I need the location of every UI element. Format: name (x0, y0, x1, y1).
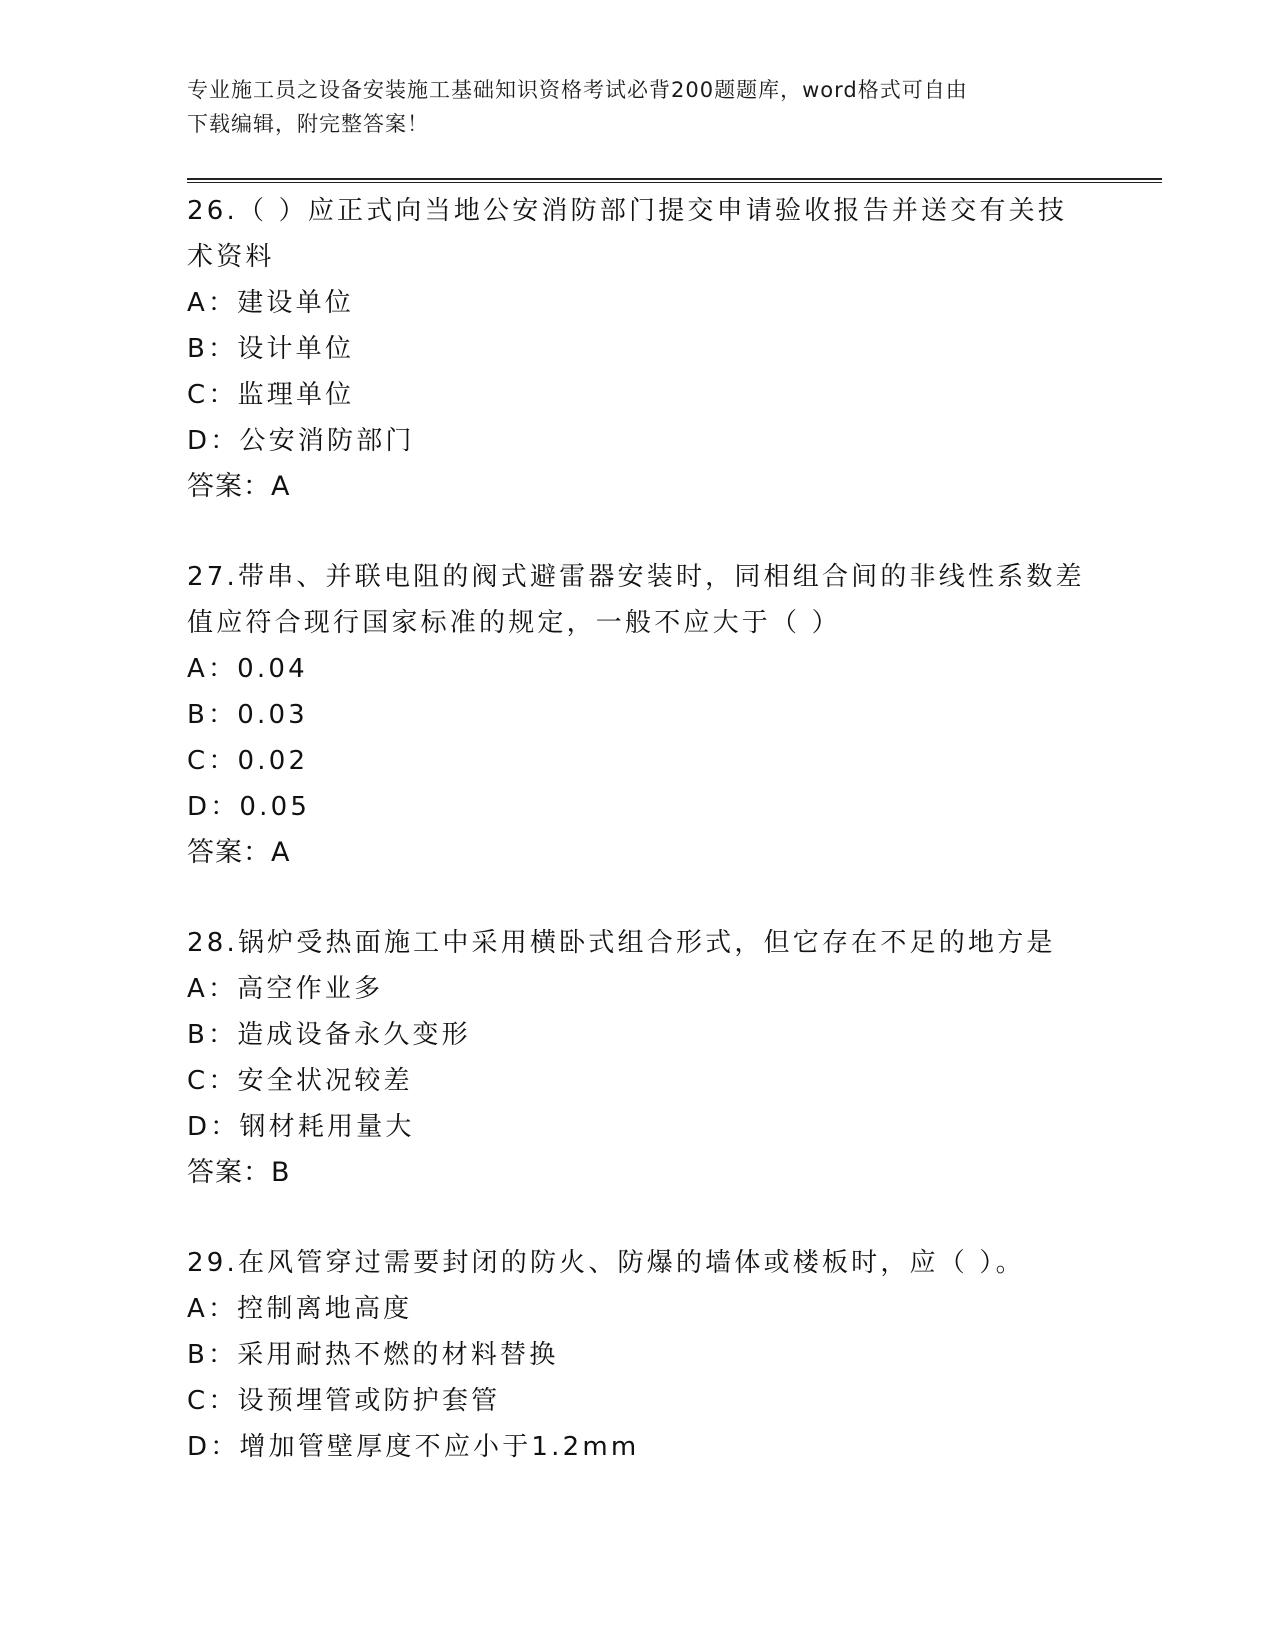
question-29 (187, 1240, 1087, 1470)
option-b: B：设计单位 (187, 334, 355, 364)
option-c: C：安全状况较差 (187, 1066, 413, 1096)
option-c: C：监理单位 (187, 380, 355, 410)
header-line-2: 下载编辑，附完整答案！ (187, 112, 429, 136)
option-d: D：公安消防部门 (187, 426, 415, 456)
question-text: 29.在风管穿过需要封闭的防火、防爆的墙体或楼板时，应（ ）。 (187, 1248, 1025, 1278)
document-header (187, 73, 1067, 141)
option-d: D：钢材耗用量大 (187, 1112, 415, 1142)
question-text: 26.（ ）应正式向当地公安消防部门提交申请验收报告并送交有关技术资料 (187, 196, 1068, 272)
question-26 (187, 188, 1087, 510)
option-d: D：0.05 (187, 792, 311, 822)
option-b: B：0.03 (187, 700, 308, 730)
question-28 (187, 920, 1087, 1196)
option-d: D：增加管壁厚度不应小于1.2mm (187, 1432, 640, 1462)
option-b: B：造成设备永久变形 (187, 1020, 471, 1050)
option-a: A：建设单位 (187, 288, 354, 318)
option-b: B：采用耐热不燃的材料替换 (187, 1340, 559, 1370)
answer: 答案：A (187, 837, 291, 868)
question-27 (187, 554, 1087, 876)
option-a: A：控制离地高度 (187, 1294, 413, 1324)
question-text: 28.锅炉受热面施工中采用横卧式组合形式，但它存在不足的地方是 (187, 928, 1056, 958)
answer: 答案：A (187, 471, 291, 502)
option-a: A：0.04 (187, 654, 308, 684)
option-c: C：0.02 (187, 746, 309, 776)
option-a: A：高空作业多 (187, 974, 384, 1004)
question-list (187, 188, 1087, 1514)
answer: 答案：B (187, 1157, 291, 1188)
option-c: C：设预埋管或防护套管 (187, 1386, 501, 1416)
header-line-1: 专业施工员之设备安装施工基础知识资格考试必背200题题库，word格式可自由 (187, 78, 968, 102)
header-divider (187, 178, 1162, 183)
question-text: 27.带串、并联电阻的阀式避雷器安装时，同相组合间的非线性系数差值应符合现行国家标准的规定，一般不应大于（ ） (187, 562, 1085, 638)
